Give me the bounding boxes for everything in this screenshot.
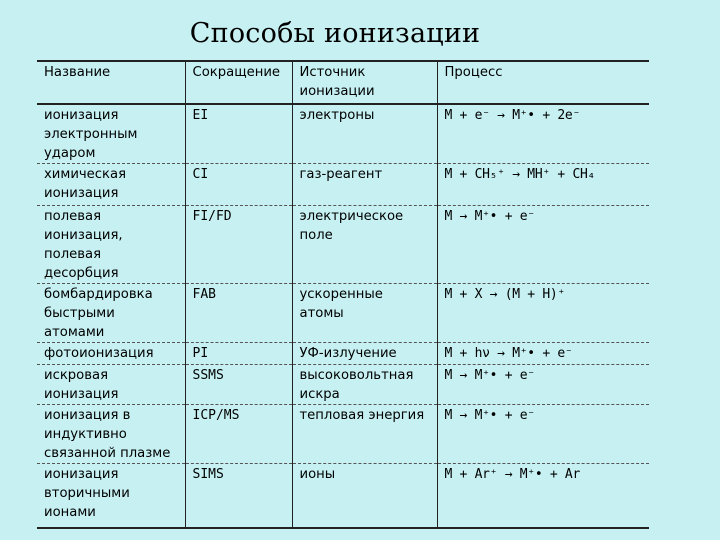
- cell-name: бомбардировка быстрыми атомами: [44, 287, 153, 340]
- cell-name: фотоионизация: [44, 346, 154, 361]
- header-name: Название: [44, 65, 111, 80]
- header-process: Процесс: [437, 61, 649, 104]
- cell-process: M → M⁺• + e⁻: [437, 206, 649, 284]
- cell-abbreviation: CI: [185, 164, 292, 206]
- ionization-methods-table: [37, 60, 649, 529]
- table-row: [37, 464, 649, 529]
- table-row: [37, 104, 649, 164]
- cell-abbreviation: FI/FD: [185, 206, 292, 284]
- cell-process: M → M⁺• + e⁻: [437, 365, 649, 405]
- cell-abbreviation: SSMS: [185, 365, 292, 405]
- cell-name: полевая ионизация, полевая десорбция: [44, 209, 123, 281]
- table-row: [37, 365, 649, 405]
- cell-name: ионизация в индуктивно связанной плазме: [44, 408, 171, 461]
- cell-abbreviation: SIMS: [185, 464, 292, 529]
- table-row: [37, 284, 649, 343]
- cell-source: высоковольтная искра: [292, 365, 437, 405]
- table-row: [37, 206, 649, 284]
- cell-process: M + Ar⁺ → M⁺• + Ar: [437, 464, 649, 529]
- cell-process: M + e⁻ → M⁺• + 2e⁻: [437, 104, 649, 164]
- cell-process: M + CH₅⁺ → MH⁺ + CH₄: [437, 164, 649, 206]
- table-header-row: [37, 61, 649, 104]
- cell-abbreviation: EI: [185, 104, 292, 164]
- table-row: [37, 343, 649, 365]
- header-abbreviation: Сокращение: [185, 61, 292, 104]
- header-source: Источник ионизации: [292, 61, 437, 104]
- cell-source: УФ-излучение: [292, 343, 437, 365]
- table-row: [37, 164, 649, 206]
- cell-source: электроны: [292, 104, 437, 164]
- cell-abbreviation: FAB: [185, 284, 292, 343]
- cell-name: ионизация вторичными ионами: [44, 467, 130, 520]
- page-title: Способы ионизации: [189, 18, 481, 49]
- cell-name: химическая ионизация: [44, 167, 127, 201]
- table-row: [37, 405, 649, 464]
- cell-process: M → M⁺• + e⁻: [437, 405, 649, 464]
- cell-source: газ-реагент: [292, 164, 437, 206]
- cell-source: ускоренные атомы: [292, 284, 437, 343]
- cell-name: ионизация электронным ударом: [44, 108, 138, 161]
- cell-name: искровая ионизация: [44, 368, 119, 402]
- cell-source: ионы: [292, 464, 437, 529]
- cell-abbreviation: PI: [185, 343, 292, 365]
- cell-source: тепловая энергия: [292, 405, 437, 464]
- cell-process: M + hν → M⁺• + e⁻: [437, 343, 649, 365]
- cell-source: электрическое поле: [292, 206, 437, 284]
- cell-abbreviation: ICP/MS: [185, 405, 292, 464]
- cell-process: M + X → (M + H)⁺: [437, 284, 649, 343]
